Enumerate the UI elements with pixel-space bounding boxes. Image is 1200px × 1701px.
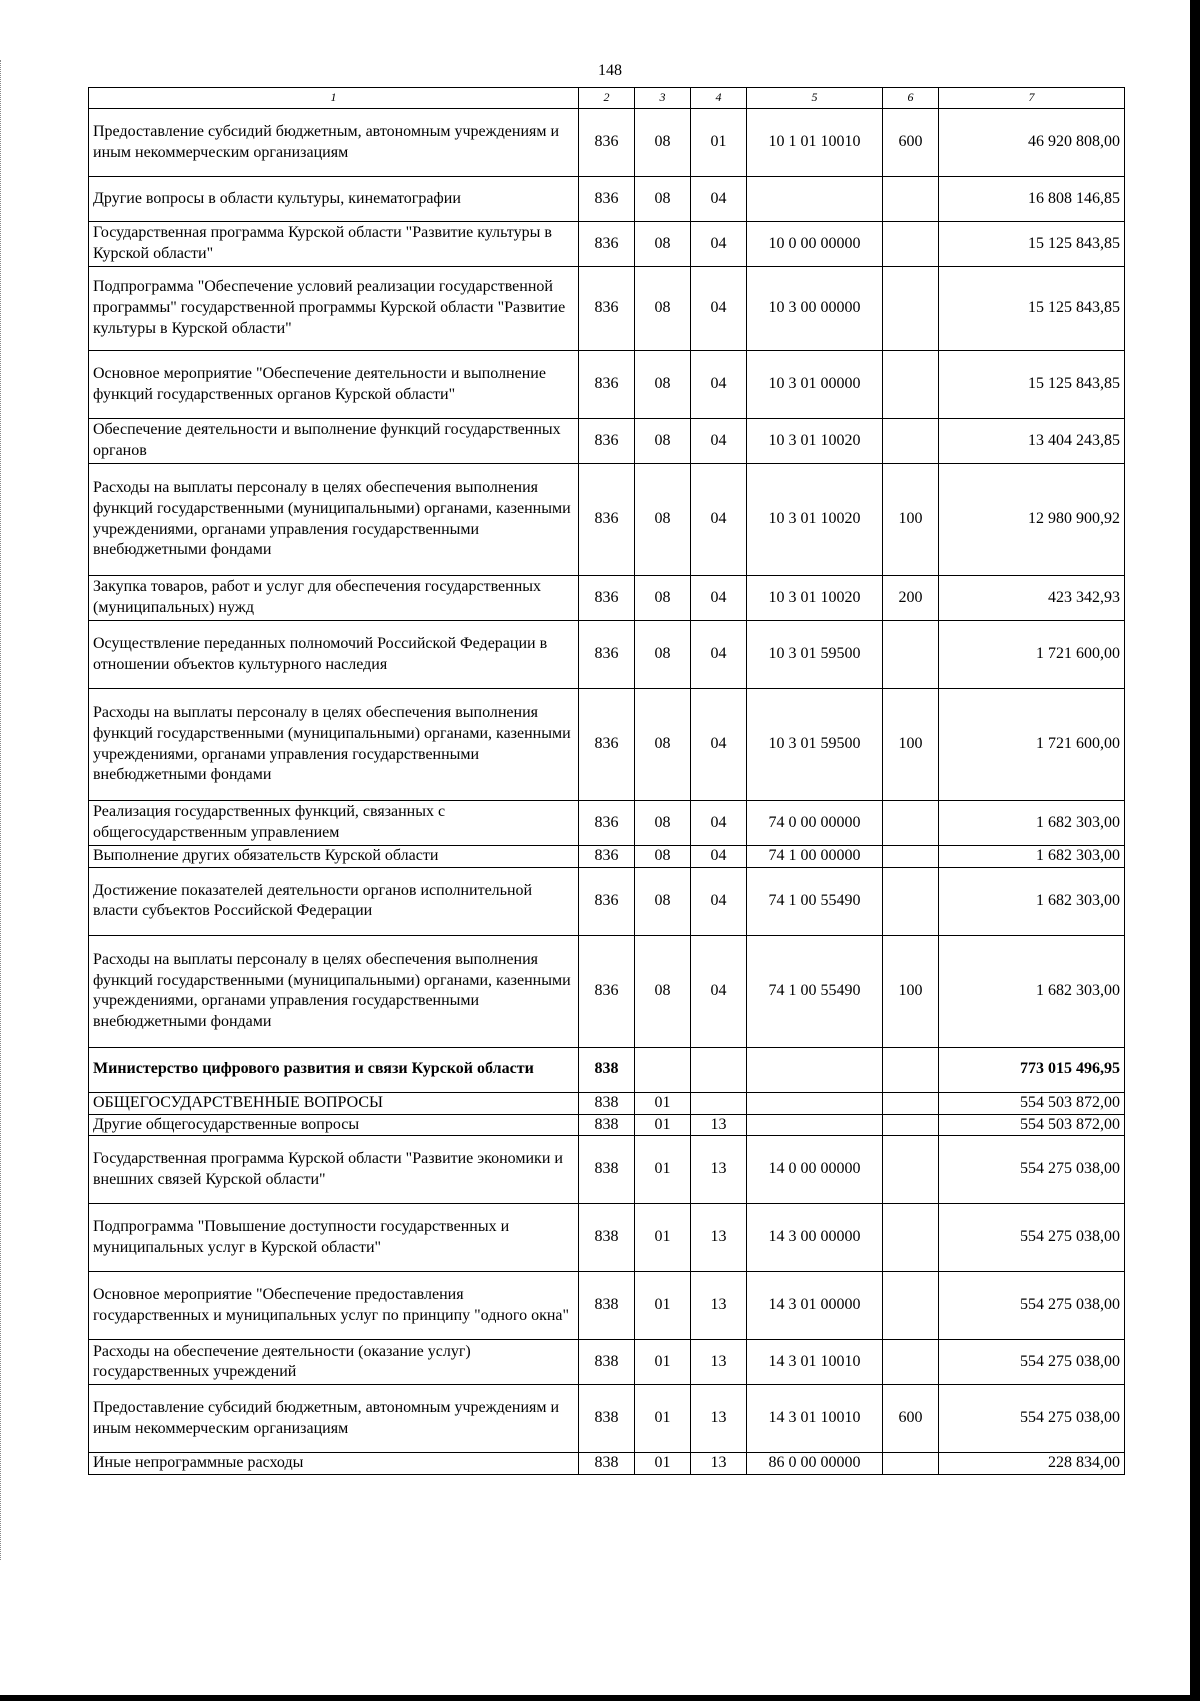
amount: 1 682 303,00 [939,867,1125,935]
subsection-code: 13 [691,1136,747,1204]
amount: 1 682 303,00 [939,935,1125,1047]
target-article-code: 10 3 01 59500 [747,621,883,689]
ministry-code: 838 [579,1047,635,1092]
target-article-code: 14 3 01 00000 [747,1272,883,1340]
row-title: Государственная программа Курской области "Развитие культуры в Курской области" [89,222,579,267]
section-code: 08 [635,689,691,801]
ministry-code: 838 [579,1272,635,1340]
target-article-code: 10 3 00 00000 [747,267,883,351]
section-code: 01 [635,1453,691,1475]
table-row [89,801,1125,846]
row-title: Расходы на выплаты персоналу в целях обеспечения выполнения функций государственными (муниципальными) органами, казенными учреждениями, органами управления государственными внебюджетными фондами [89,935,579,1047]
amount: 1 682 303,00 [939,846,1125,868]
expense-type-code [883,1136,939,1204]
section-code: 08 [635,222,691,267]
target-article-code [747,1092,883,1114]
table-row [89,935,1125,1047]
ministry-code: 836 [579,846,635,868]
table-row [89,1385,1125,1453]
table-row [89,351,1125,419]
expense-type-code: 100 [883,689,939,801]
row-title: Обеспечение деятельности и выполнение функций государственных органов [89,419,579,464]
expense-type-code [883,846,939,868]
ministry-code: 838 [579,1453,635,1475]
row-title: Подпрограмма "Повышение доступности государственных и муниципальных услуг в Курской области" [89,1204,579,1272]
target-article-code: 10 3 01 10020 [747,464,883,576]
table-row [89,689,1125,801]
amount: 773 015 496,95 [939,1047,1125,1092]
column-header: 3 [635,88,691,109]
row-title: Основное мероприятие "Обеспечение предоставления государственных и муниципальных услуг по принципу "одного окна" [89,1272,579,1340]
section-code: 08 [635,419,691,464]
target-article-code: 74 1 00 55490 [747,867,883,935]
table-row [89,1272,1125,1340]
expense-type-code [883,222,939,267]
amount: 554 275 038,00 [939,1136,1125,1204]
page-number: 148 [598,62,622,79]
subsection-code: 04 [691,267,747,351]
row-title: Министерство цифрового развития и связи Курской области [89,1047,579,1092]
table-row [89,464,1125,576]
target-article-code: 74 1 00 00000 [747,846,883,868]
amount: 554 275 038,00 [939,1340,1125,1385]
expense-type-code [883,867,939,935]
target-article-code: 10 1 01 10010 [747,109,883,177]
section-code: 08 [635,846,691,868]
subsection-code: 13 [691,1272,747,1340]
row-title: Другие общегосударственные вопросы [89,1114,579,1136]
table-row [89,621,1125,689]
ministry-code: 836 [579,689,635,801]
table-row [89,109,1125,177]
subsection-code: 04 [691,419,747,464]
expense-type-code [883,1114,939,1136]
row-title: Расходы на выплаты персоналу в целях обеспечения выполнения функций государственными (муниципальными) органами, казенными учреждениями, органами управления государственными внебюджетными фондами [89,689,579,801]
table-row [89,1340,1125,1385]
ministry-code: 836 [579,801,635,846]
table-row [89,867,1125,935]
scan-edge-left [0,60,3,1560]
ministry-code: 838 [579,1114,635,1136]
subsection-code: 04 [691,867,747,935]
row-title: Основное мероприятие "Обеспечение деятельности и выполнение функций государственных органов Курской области" [89,351,579,419]
column-header: 5 [747,88,883,109]
subsection-code: 13 [691,1385,747,1453]
table-row [89,419,1125,464]
target-article-code: 74 0 00 00000 [747,801,883,846]
subsection-code: 13 [691,1340,747,1385]
amount: 16 808 146,85 [939,177,1125,222]
section-code [635,1047,691,1092]
expense-type-code: 100 [883,464,939,576]
scan-edge-bottom [0,1695,1200,1701]
budget-table [88,87,1125,1475]
ministry-code: 836 [579,351,635,419]
target-article-code [747,1114,883,1136]
amount: 554 503 872,00 [939,1092,1125,1114]
table-row [89,1092,1125,1114]
section-code: 08 [635,267,691,351]
row-title: Государственная программа Курской области "Развитие экономики и внешних связей Курской области" [89,1136,579,1204]
expense-type-code [883,1340,939,1385]
amount: 423 342,93 [939,576,1125,621]
expense-type-code [883,177,939,222]
ministry-code: 836 [579,222,635,267]
subsection-code: 04 [691,846,747,868]
subsection-code [691,1092,747,1114]
amount: 15 125 843,85 [939,222,1125,267]
expense-type-code [883,1092,939,1114]
amount: 554 275 038,00 [939,1385,1125,1453]
ministry-code: 838 [579,1385,635,1453]
subsection-code: 04 [691,576,747,621]
expense-type-code [883,1204,939,1272]
subsection-code: 04 [691,177,747,222]
expense-type-code [883,621,939,689]
subsection-code: 13 [691,1114,747,1136]
section-code: 08 [635,351,691,419]
ministry-code: 836 [579,267,635,351]
expense-type-code [883,1272,939,1340]
row-title: Расходы на выплаты персоналу в целях обеспечения выполнения функций государственными (муниципальными) органами, казенными учреждениями, органами управления государственными внебюджетными фондами [89,464,579,576]
subsection-code [691,1047,747,1092]
amount: 1 721 600,00 [939,689,1125,801]
target-article-code: 74 1 00 55490 [747,935,883,1047]
target-article-code: 14 3 00 00000 [747,1204,883,1272]
row-title: Реализация государственных функций, связанных с общегосударственным управлением [89,801,579,846]
ministry-code: 838 [579,1204,635,1272]
section-code: 01 [635,1272,691,1340]
expense-type-code [883,801,939,846]
expense-type-code: 600 [883,109,939,177]
section-code: 01 [635,1385,691,1453]
section-code: 08 [635,109,691,177]
section-code: 01 [635,1092,691,1114]
amount: 228 834,00 [939,1453,1125,1475]
ministry-code: 836 [579,867,635,935]
ministry-code: 836 [579,576,635,621]
ministry-code: 836 [579,464,635,576]
section-code: 08 [635,576,691,621]
row-title: Подпрограмма "Обеспечение условий реализации государственной программы" государственной программы Курской области "Развитие культуры в Курской области" [89,267,579,351]
amount: 1 682 303,00 [939,801,1125,846]
expense-type-code [883,267,939,351]
table-row [89,1047,1125,1092]
column-header: 6 [883,88,939,109]
amount: 1 721 600,00 [939,621,1125,689]
subsection-code: 04 [691,935,747,1047]
target-article-code: 10 0 00 00000 [747,222,883,267]
expense-type-code: 200 [883,576,939,621]
section-code: 08 [635,867,691,935]
row-title: Достижение показателей деятельности органов исполнительной власти субъектов Российской Федерации [89,867,579,935]
column-number-row [89,88,1125,109]
row-title: Осуществление переданных полномочий Российской Федерации в отношении объектов культурного наследия [89,621,579,689]
table-row [89,1114,1125,1136]
target-article-code [747,177,883,222]
row-title: Иные непрограммные расходы [89,1453,579,1475]
ministry-code: 836 [579,621,635,689]
column-header: 2 [579,88,635,109]
ministry-code: 836 [579,935,635,1047]
row-title: Расходы на обеспечение деятельности (оказание услуг) государственных учреждений [89,1340,579,1385]
section-code: 08 [635,177,691,222]
section-code: 01 [635,1340,691,1385]
section-code: 01 [635,1136,691,1204]
amount: 554 503 872,00 [939,1114,1125,1136]
target-article-code: 10 3 01 10020 [747,576,883,621]
subsection-code: 04 [691,222,747,267]
ministry-code: 838 [579,1136,635,1204]
target-article-code: 14 3 01 10010 [747,1385,883,1453]
row-title: Другие вопросы в области культуры, кинематографии [89,177,579,222]
table-row [89,177,1125,222]
target-article-code: 14 3 01 10010 [747,1340,883,1385]
target-article-code: 10 3 01 59500 [747,689,883,801]
target-article-code [747,1047,883,1092]
amount: 15 125 843,85 [939,267,1125,351]
amount: 12 980 900,92 [939,464,1125,576]
ministry-code: 838 [579,1092,635,1114]
ministry-code: 838 [579,1340,635,1385]
target-article-code: 10 3 01 10020 [747,419,883,464]
expense-type-code: 600 [883,1385,939,1453]
section-code: 01 [635,1204,691,1272]
column-header: 1 [89,88,579,109]
subsection-code: 13 [691,1204,747,1272]
subsection-code: 01 [691,109,747,177]
expense-type-code [883,419,939,464]
column-header: 7 [939,88,1125,109]
amount: 13 404 243,85 [939,419,1125,464]
section-code: 01 [635,1114,691,1136]
row-title: Предоставление субсидий бюджетным, автономным учреждениям и иным некоммерческим организациям [89,109,579,177]
target-article-code: 10 3 01 00000 [747,351,883,419]
section-code: 08 [635,621,691,689]
table-row [89,267,1125,351]
subsection-code: 04 [691,801,747,846]
table-row [89,222,1125,267]
column-header: 4 [691,88,747,109]
subsection-code: 13 [691,1453,747,1475]
subsection-code: 04 [691,621,747,689]
table-body [89,88,1125,1475]
scan-edge-right [1190,0,1200,1701]
ministry-code: 836 [579,109,635,177]
amount: 554 275 038,00 [939,1272,1125,1340]
expense-type-code: 100 [883,935,939,1047]
section-code: 08 [635,935,691,1047]
table-row [89,1136,1125,1204]
table-row [89,576,1125,621]
target-article-code: 14 0 00 00000 [747,1136,883,1204]
section-code: 08 [635,801,691,846]
row-title: Закупка товаров, работ и услуг для обеспечения государственных (муниципальных) нужд [89,576,579,621]
table-row [89,1204,1125,1272]
ministry-code: 836 [579,419,635,464]
row-title: Выполнение других обязательств Курской области [89,846,579,868]
amount: 46 920 808,00 [939,109,1125,177]
expense-type-code [883,351,939,419]
subsection-code: 04 [691,689,747,801]
subsection-code: 04 [691,351,747,419]
section-code: 08 [635,464,691,576]
row-title: Предоставление субсидий бюджетным, автономным учреждениям и иным некоммерческим организациям [89,1385,579,1453]
row-title: ОБЩЕГОСУДАРСТВЕННЫЕ ВОПРОСЫ [89,1092,579,1114]
expense-type-code [883,1047,939,1092]
table-row [89,1453,1125,1475]
table-row [89,846,1125,868]
amount: 15 125 843,85 [939,351,1125,419]
target-article-code: 86 0 00 00000 [747,1453,883,1475]
expense-type-code [883,1453,939,1475]
subsection-code: 04 [691,464,747,576]
ministry-code: 836 [579,177,635,222]
amount: 554 275 038,00 [939,1204,1125,1272]
